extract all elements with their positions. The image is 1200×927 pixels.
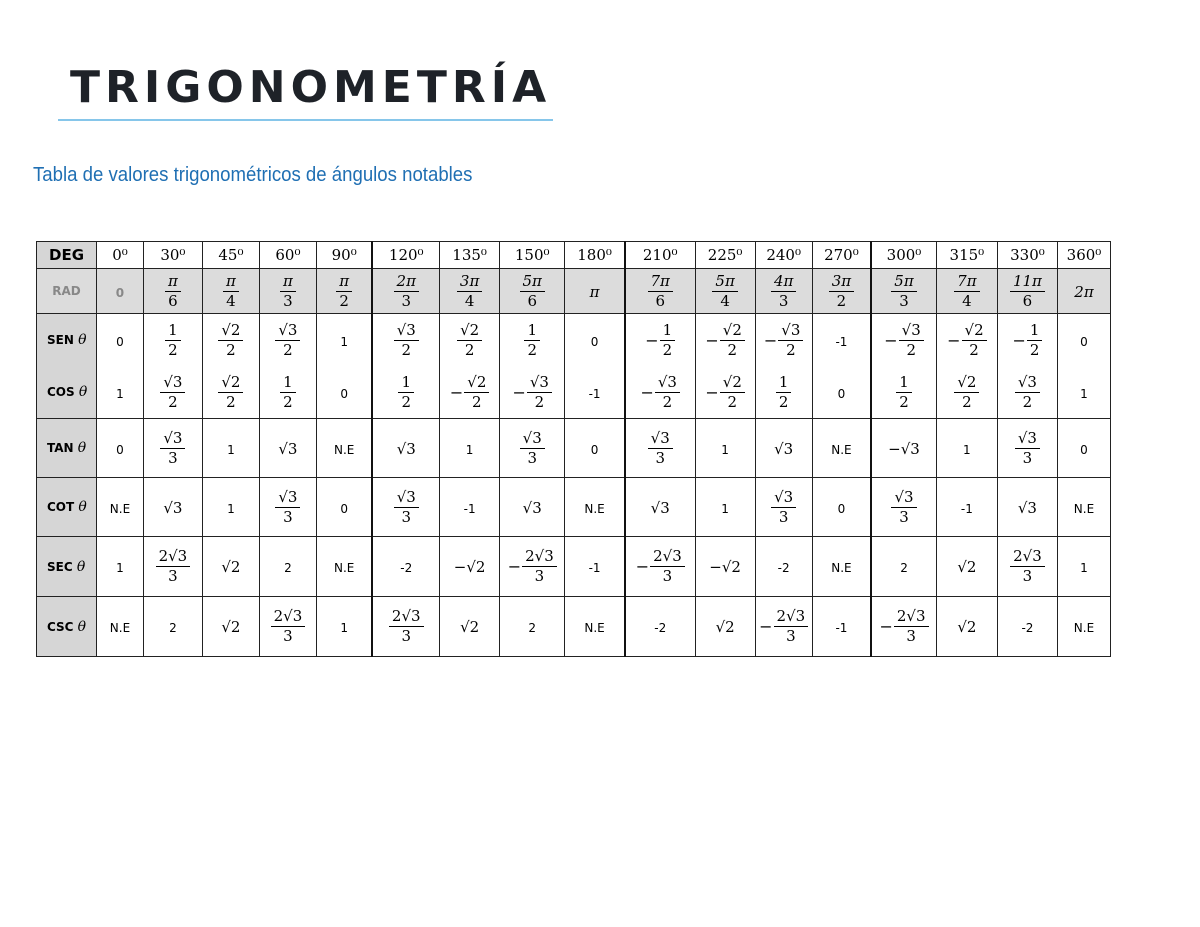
cell-value: $\frac{2√3}{3}$ — [389, 616, 424, 635]
cell-value: √3 — [278, 439, 298, 458]
row-label-deg: DEG — [37, 242, 97, 269]
cell-value: -1 — [588, 386, 601, 401]
value-cell — [97, 478, 144, 537]
cell-value: 1 — [963, 442, 971, 457]
value-cell — [755, 537, 812, 597]
value-cell — [871, 478, 936, 537]
value-cell — [259, 314, 316, 367]
value-cell — [316, 314, 372, 367]
cell-value: $\frac{5\pi}{6}$ — [520, 281, 545, 300]
cell-value: $\frac{2√3}{3}$ — [156, 556, 191, 575]
cell-value: 1 — [340, 621, 348, 635]
value-cell — [812, 419, 871, 478]
function-name: CSC — [47, 619, 74, 634]
degree-cell: 330⁰ — [997, 242, 1057, 269]
cell-value: − $\frac{√3}{2}$ — [884, 330, 924, 349]
radian-row — [37, 269, 1111, 314]
cell-value: $\frac{1}{2}$ — [165, 330, 181, 349]
cell-value: 1 — [340, 334, 348, 349]
cell-value: $\frac{\pi}{4}$ — [223, 281, 239, 300]
cell-value: $\frac{√2}{2}$ — [218, 330, 243, 349]
value-cell — [97, 419, 144, 478]
row-label-tan — [37, 419, 97, 478]
value-cell — [936, 537, 997, 597]
value-cell — [202, 537, 259, 597]
cell-value: √2 — [715, 618, 735, 636]
cell-value: $\frac{√2}{2}$ — [457, 330, 482, 349]
value-cell — [97, 366, 144, 419]
value-cell — [1057, 419, 1110, 478]
value-cell — [97, 314, 144, 367]
cell-value: √3 — [396, 439, 416, 458]
radian-cell — [755, 269, 812, 314]
value-cell — [440, 537, 500, 597]
row-label-cot — [37, 478, 97, 537]
trig-values-table — [36, 241, 1111, 657]
value-cell — [812, 537, 871, 597]
cell-value: 0 — [116, 334, 124, 349]
degree-cell: 360⁰ — [1057, 242, 1110, 269]
cell-value: − $\frac{2√3}{3}$ — [879, 616, 928, 635]
value-cell — [143, 419, 202, 478]
function-name: TAN — [47, 441, 74, 455]
cell-value: $\frac{2√3}{3}$ — [1010, 556, 1045, 575]
value-cell — [755, 314, 812, 367]
radian-cell — [500, 269, 565, 314]
theta-symbol: θ — [77, 440, 87, 456]
theta-symbol: θ — [78, 332, 87, 348]
cell-value: 0 — [837, 386, 846, 401]
function-row-cos — [37, 366, 1111, 419]
cell-value: 1 — [116, 386, 124, 401]
cell-value: − $\frac{√2}{2}$ — [705, 382, 745, 401]
function-row-tan — [37, 419, 1111, 478]
value-cell — [997, 537, 1057, 597]
degree-cell: 300⁰ — [871, 242, 936, 269]
cell-value: √2 — [221, 558, 241, 576]
cell-value: $\frac{1}{2}$ — [280, 382, 296, 401]
cell-value: − $\frac{2√3}{3}$ — [508, 556, 557, 575]
value-cell — [936, 419, 997, 478]
value-cell — [695, 419, 755, 478]
cell-value: -2 — [1021, 621, 1034, 635]
value-cell — [755, 419, 812, 478]
cell-value: − $\frac{1}{2}$ — [1012, 330, 1042, 349]
radian-cell — [695, 269, 755, 314]
value-cell — [97, 537, 144, 597]
cell-value: √2 — [957, 618, 977, 636]
value-cell — [565, 366, 625, 419]
radian-cell — [440, 269, 500, 314]
cell-value: − $\frac{√2}{2}$ — [450, 382, 490, 401]
value-cell — [202, 419, 259, 478]
value-cell — [143, 537, 202, 597]
value-cell — [625, 537, 695, 597]
value-cell — [695, 597, 755, 657]
cell-value: $\frac{\pi}{2}$ — [336, 281, 352, 300]
radian-cell — [997, 269, 1057, 314]
cell-value: $\frac{5\pi}{3}$ — [891, 281, 916, 300]
value-cell — [500, 597, 565, 657]
cell-value: N.E — [333, 561, 355, 575]
value-cell — [259, 537, 316, 597]
value-cell — [565, 419, 625, 478]
value-cell — [316, 419, 372, 478]
value-cell — [871, 419, 936, 478]
degree-cell: 180⁰ — [565, 242, 625, 269]
cell-value: $\frac{√3}{3}$ — [520, 438, 545, 457]
value-cell — [871, 537, 936, 597]
value-cell — [500, 419, 565, 478]
value-cell — [565, 478, 625, 537]
function-row-csc — [37, 597, 1111, 657]
function-row-sen — [37, 314, 1111, 367]
value-cell — [695, 537, 755, 597]
value-cell — [316, 366, 372, 419]
row-label-sec — [37, 537, 97, 597]
cell-value: 2 — [169, 621, 177, 635]
cell-value: 0 — [590, 442, 599, 457]
value-cell — [936, 597, 997, 657]
value-cell — [1057, 537, 1110, 597]
cell-value: 1 — [227, 442, 235, 457]
cell-value: √3 — [774, 439, 794, 458]
value-cell — [936, 366, 997, 419]
value-cell — [625, 419, 695, 478]
value-cell — [812, 314, 871, 367]
value-cell — [812, 597, 871, 657]
value-cell — [936, 478, 997, 537]
title-underline — [58, 119, 553, 121]
cell-value: N.E — [1073, 501, 1095, 516]
cell-value: 0 — [1080, 442, 1088, 457]
cell-value: 0 — [340, 386, 348, 401]
degree-cell: 315⁰ — [936, 242, 997, 269]
value-cell — [202, 597, 259, 657]
value-cell — [440, 366, 500, 419]
cell-value: √2 — [957, 558, 977, 576]
value-cell — [997, 478, 1057, 537]
value-cell — [143, 366, 202, 419]
value-cell — [812, 366, 871, 419]
cell-value: − $\frac{1}{2}$ — [645, 330, 675, 349]
value-cell — [936, 314, 997, 367]
value-cell — [871, 597, 936, 657]
value-cell — [202, 478, 259, 537]
degree-cell: 30⁰ — [143, 242, 202, 269]
cell-value: $\frac{2\pi}{3}$ — [394, 281, 419, 300]
value-cell — [1057, 366, 1110, 419]
value-cell — [500, 537, 565, 597]
cell-value: $\frac{1}{2}$ — [524, 330, 540, 349]
cell-value: 0 — [1080, 334, 1088, 349]
cell-value: √3 — [522, 498, 542, 517]
cell-value: √2 — [460, 618, 480, 636]
cell-value: $\frac{√3}{3}$ — [771, 497, 796, 516]
cell-value: π — [589, 282, 600, 301]
value-cell — [625, 366, 695, 419]
cell-value: 1 — [116, 561, 124, 575]
degree-cell: 210⁰ — [625, 242, 695, 269]
value-cell — [997, 419, 1057, 478]
value-cell — [500, 366, 565, 419]
cell-value: $\frac{\pi}{6}$ — [165, 281, 181, 300]
value-cell — [695, 314, 755, 367]
value-cell — [565, 597, 625, 657]
cell-value: − $\frac{2√3}{3}$ — [759, 616, 808, 635]
cell-value: N.E — [109, 501, 131, 516]
value-cell — [695, 366, 755, 419]
cell-value: √3 — [1017, 498, 1037, 517]
cell-value: -2 — [777, 561, 790, 575]
value-cell — [440, 597, 500, 657]
radian-cell — [565, 269, 625, 314]
value-cell — [259, 419, 316, 478]
cell-value: $\frac{3\pi}{2}$ — [829, 281, 854, 300]
cell-value: − $\frac{√3}{2}$ — [764, 330, 804, 349]
theta-symbol: θ — [76, 558, 86, 575]
radian-cell — [936, 269, 997, 314]
cell-value: -1 — [835, 334, 848, 349]
cell-value: N.E — [831, 561, 852, 575]
radian-cell — [202, 269, 259, 314]
radian-cell — [812, 269, 871, 314]
cell-value: −√2 — [453, 558, 486, 576]
function-name: COT — [47, 500, 75, 514]
cell-value: N.E — [333, 442, 355, 457]
degree-cell: 150⁰ — [500, 242, 565, 269]
cell-value: -1 — [835, 621, 848, 635]
cell-value: $\frac{5\pi}{4}$ — [712, 281, 737, 300]
cell-value: $\frac{√3}{3}$ — [394, 497, 419, 516]
row-label-rad: RAD — [37, 269, 97, 314]
radian-cell — [372, 269, 439, 314]
cell-value: -1 — [588, 561, 601, 575]
value-cell — [695, 478, 755, 537]
value-cell — [997, 366, 1057, 419]
cell-value: $\frac{√3}{3}$ — [891, 497, 916, 516]
cell-value: N.E — [831, 442, 852, 457]
value-cell — [372, 597, 439, 657]
cell-value: $\frac{\pi}{3}$ — [280, 281, 296, 300]
value-cell — [316, 537, 372, 597]
value-cell — [202, 366, 259, 419]
radian-cell — [625, 269, 695, 314]
value-cell — [372, 314, 439, 367]
value-cell — [143, 478, 202, 537]
cell-value: $\frac{7\pi}{4}$ — [954, 281, 979, 300]
radian-cell — [871, 269, 936, 314]
value-cell — [316, 597, 372, 657]
degree-row — [37, 242, 1111, 269]
theta-symbol: θ — [78, 384, 88, 400]
theta-symbol: θ — [78, 499, 87, 515]
cell-value: 2 — [528, 621, 537, 635]
radian-cell — [97, 269, 144, 314]
value-cell — [372, 478, 439, 537]
cell-value: $\frac{√3}{2}$ — [394, 330, 419, 349]
value-cell — [997, 597, 1057, 657]
cell-value: $\frac{√3}{2}$ — [275, 330, 300, 349]
cell-value: √2 — [221, 618, 241, 636]
radian-cell — [143, 269, 202, 314]
cell-value: −√2 — [709, 558, 741, 576]
value-cell — [143, 314, 202, 367]
cell-value: 0 — [340, 501, 348, 516]
cell-value: $\frac{√3}{3}$ — [160, 438, 185, 457]
cell-value: $\frac{11\pi}{6}$ — [1010, 281, 1045, 300]
value-cell — [1057, 314, 1110, 367]
cell-value: 1 — [1080, 561, 1088, 575]
value-cell — [1057, 478, 1110, 537]
row-label-cos — [37, 366, 97, 419]
cell-value: $\frac{√2}{2}$ — [954, 382, 979, 401]
cell-value: − $\frac{√3}{2}$ — [512, 382, 552, 401]
cell-value: 1 — [465, 442, 474, 457]
cell-value: $\frac{3\pi}{4}$ — [457, 281, 482, 300]
cell-value: 0 — [115, 285, 125, 300]
cell-value: $\frac{√3}{2}$ — [160, 382, 185, 401]
cell-value: $\frac{1}{2}$ — [398, 382, 414, 401]
value-cell — [500, 478, 565, 537]
cell-value: 1 — [227, 501, 235, 516]
function-row-sec — [37, 537, 1111, 597]
cell-value: $\frac{1}{2}$ — [896, 382, 912, 401]
value-cell — [372, 537, 439, 597]
cell-value: $\frac{√3}{2}$ — [1015, 382, 1040, 401]
cell-value: 0 — [116, 442, 124, 457]
cell-value: N.E — [1073, 621, 1095, 635]
value-cell — [259, 366, 316, 419]
cell-value: $\frac{7\pi}{6}$ — [648, 281, 673, 300]
cell-value: 2π — [1074, 282, 1094, 301]
value-cell — [625, 314, 695, 367]
value-cell — [202, 314, 259, 367]
value-cell — [1057, 597, 1110, 657]
theta-symbol: θ — [77, 618, 87, 635]
radian-cell — [259, 269, 316, 314]
radian-cell — [316, 269, 372, 314]
value-cell — [871, 314, 936, 367]
value-cell — [143, 597, 202, 657]
value-cell — [755, 366, 812, 419]
value-cell — [565, 314, 625, 367]
degree-cell: 60⁰ — [259, 242, 316, 269]
degree-cell: 120⁰ — [372, 242, 439, 269]
cell-value: 1 — [721, 442, 729, 457]
cell-value: − $\frac{√3}{2}$ — [640, 382, 680, 401]
cell-value: N.E — [109, 621, 131, 635]
value-cell — [372, 419, 439, 478]
value-cell — [316, 478, 372, 537]
radian-cell — [1057, 269, 1110, 314]
value-cell — [565, 537, 625, 597]
page-title: TRIGONOMETRÍA — [70, 62, 552, 113]
cell-value: $\frac{4\pi}{3}$ — [771, 281, 796, 300]
value-cell — [97, 597, 144, 657]
row-label-csc — [37, 597, 97, 657]
cell-value: − $\frac{2√3}{3}$ — [636, 556, 685, 575]
cell-value: -2 — [654, 621, 667, 635]
degree-cell: 90⁰ — [316, 242, 372, 269]
cell-value: $\frac{√3}{3}$ — [1015, 438, 1040, 457]
cell-value: 2 — [284, 561, 292, 575]
cell-value: N.E — [584, 501, 605, 516]
cell-value: 1 — [721, 501, 729, 516]
function-name: SEN — [47, 333, 74, 347]
cell-value: $\frac{2√3}{3}$ — [271, 616, 306, 635]
degree-cell: 45⁰ — [202, 242, 259, 269]
value-cell — [440, 314, 500, 367]
value-cell — [997, 314, 1057, 367]
degree-cell: 135⁰ — [440, 242, 500, 269]
cell-value: N.E — [584, 621, 605, 635]
function-name: COS — [47, 385, 75, 399]
cell-value: − $\frac{√2}{2}$ — [947, 330, 987, 349]
cell-value: $\frac{√3}{3}$ — [648, 438, 673, 457]
cell-value: $\frac{1}{2}$ — [776, 382, 792, 401]
cell-value: -1 — [960, 501, 973, 516]
degree-cell: 0⁰ — [97, 242, 144, 269]
value-cell — [625, 597, 695, 657]
value-cell — [755, 597, 812, 657]
cell-value: √3 — [650, 498, 670, 517]
value-cell — [372, 366, 439, 419]
cell-value: 0 — [837, 501, 846, 516]
value-cell — [500, 314, 565, 367]
cell-value: −√3 — [888, 439, 920, 458]
value-cell — [755, 478, 812, 537]
value-cell — [259, 478, 316, 537]
value-cell — [259, 597, 316, 657]
value-cell — [440, 478, 500, 537]
degree-cell: 240⁰ — [755, 242, 812, 269]
value-cell — [625, 478, 695, 537]
value-cell — [871, 366, 936, 419]
cell-value: 1 — [1080, 386, 1088, 401]
value-cell — [440, 419, 500, 478]
degree-cell: 225⁰ — [695, 242, 755, 269]
cell-value: -1 — [463, 501, 476, 516]
cell-value: − $\frac{√2}{2}$ — [705, 330, 745, 349]
cell-value: 2 — [900, 561, 908, 575]
cell-value: $\frac{√3}{3}$ — [275, 497, 300, 516]
cell-value: $\frac{√2}{2}$ — [218, 382, 243, 401]
cell-value: -2 — [400, 561, 413, 575]
value-cell — [812, 478, 871, 537]
degree-cell: 270⁰ — [812, 242, 871, 269]
row-label-sen — [37, 314, 97, 367]
cell-value: 0 — [590, 334, 599, 349]
function-row-cot — [37, 478, 1111, 537]
function-name: SEC — [47, 559, 73, 574]
table-subtitle: Tabla de valores trigonométricos de ángulos notables — [33, 164, 473, 186]
cell-value: √3 — [163, 498, 183, 517]
